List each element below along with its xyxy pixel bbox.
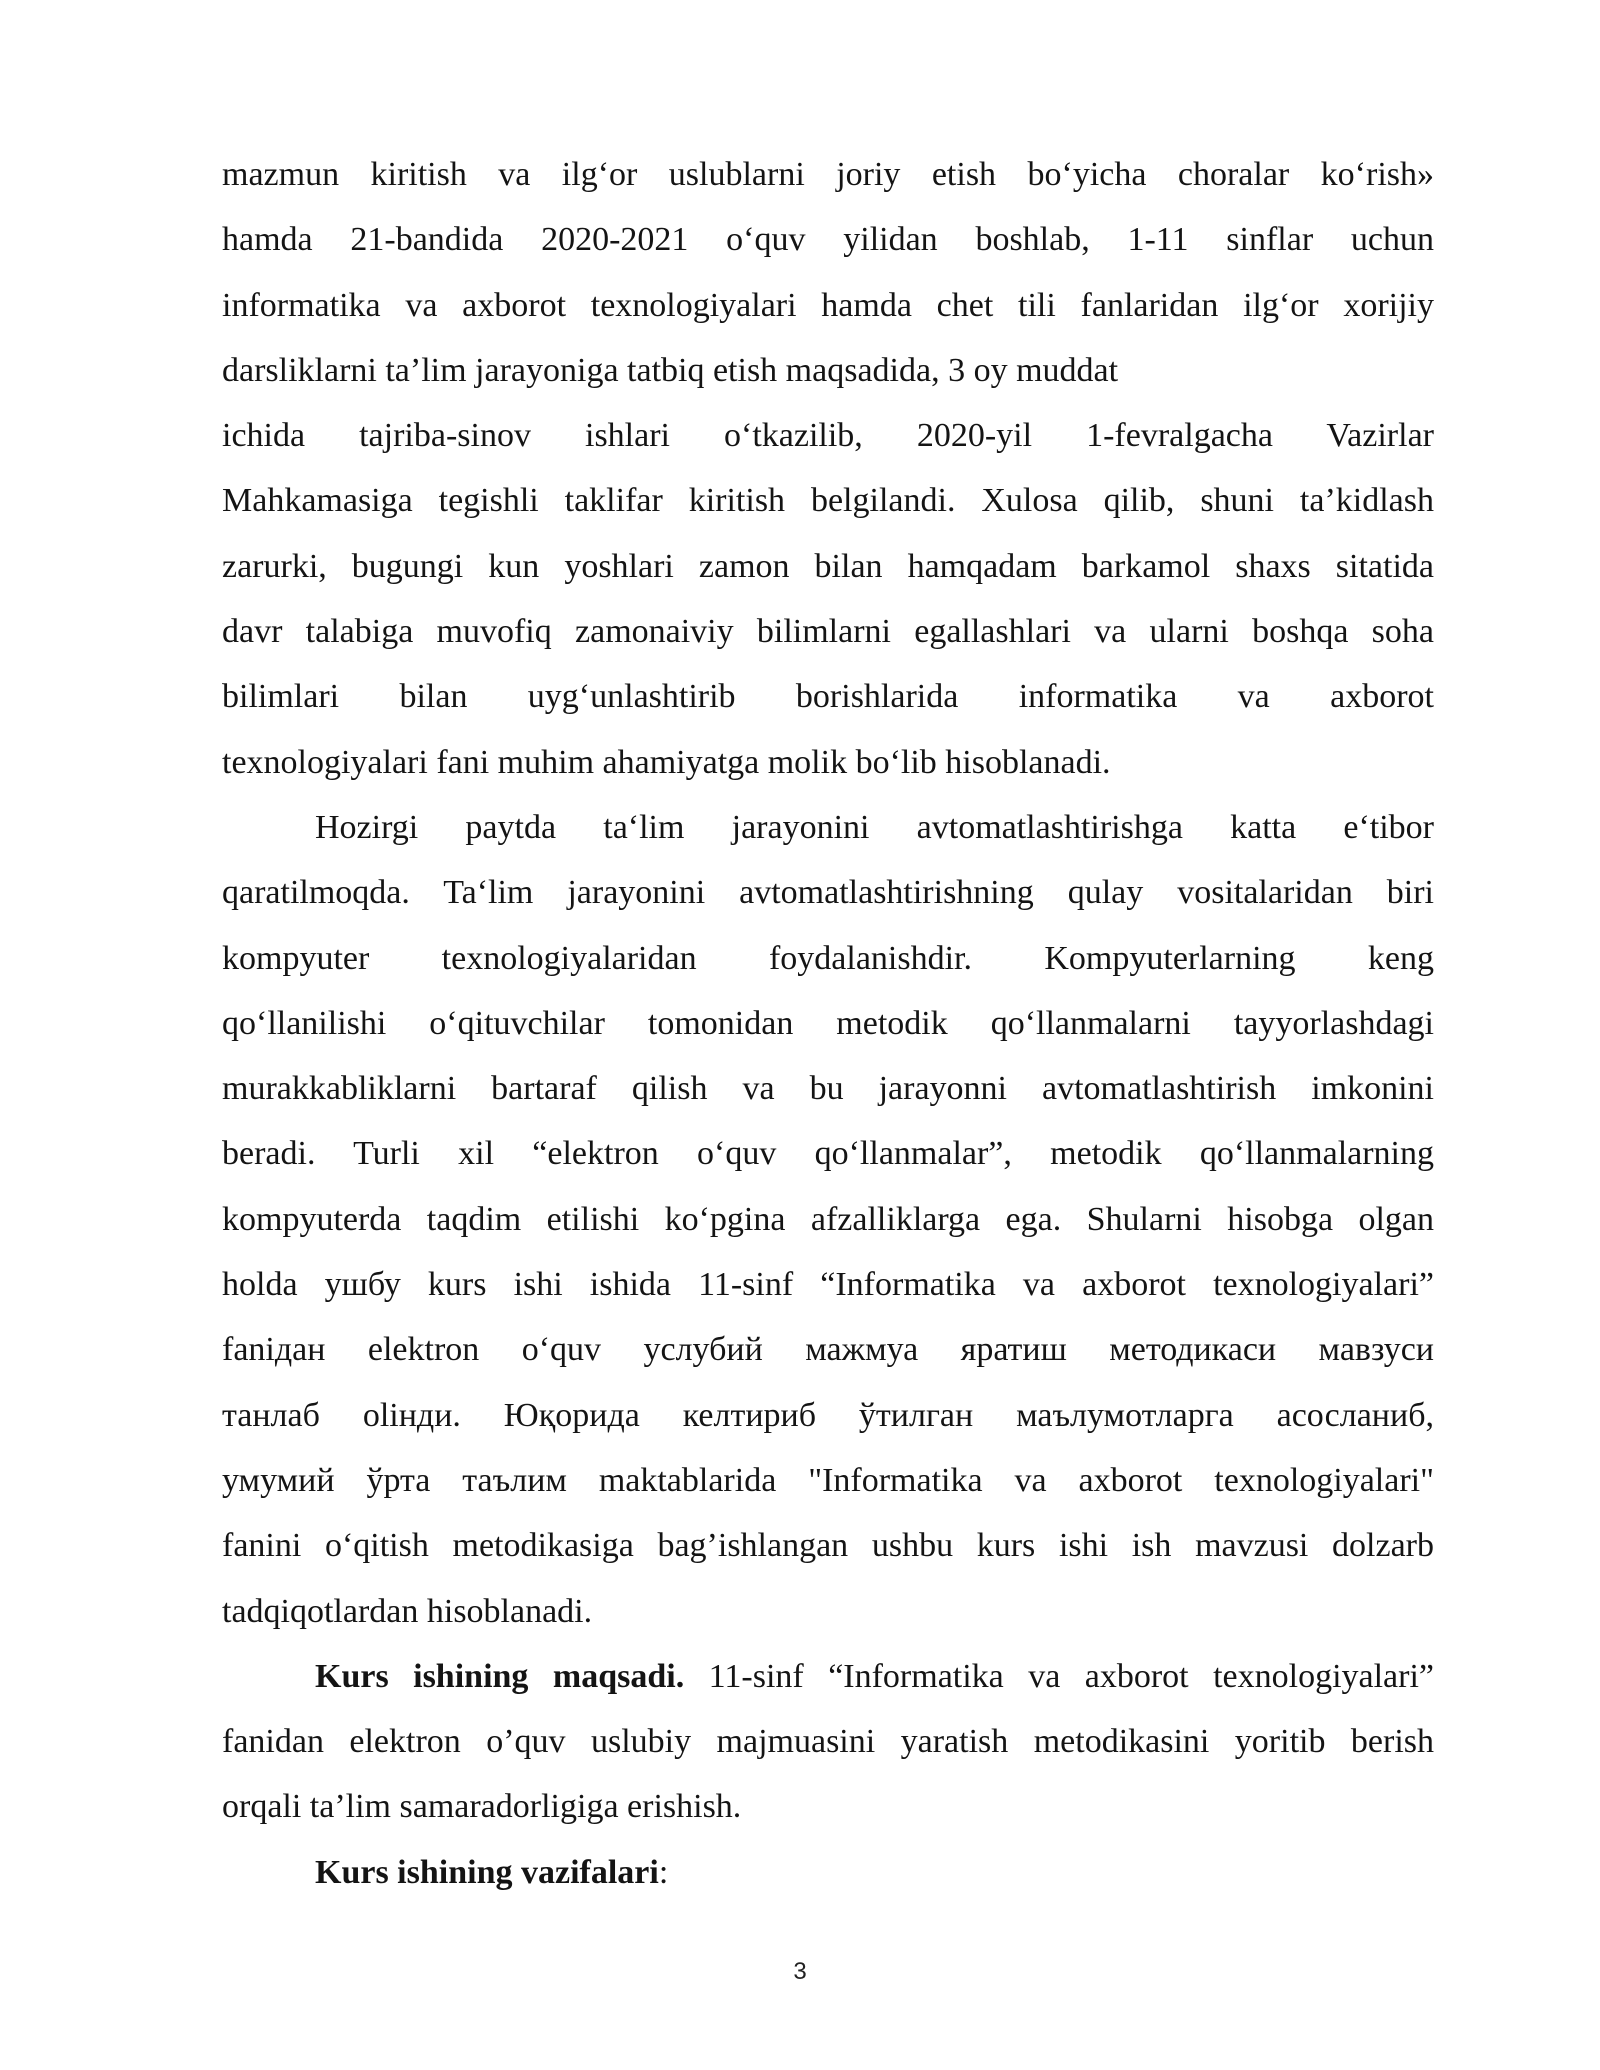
text-line: hamda 21-bandida 2020-2021 o‘quv yilidan boshlab, 1-11 sinflar uchun (222, 221, 1434, 259)
text-line: orqali ta’lim samaradorligiga erishish. (222, 1788, 742, 1826)
text-line: murakkabliklarni bartaraf qilish va bu jarayonni avtomatlashtirish imkonini (222, 1070, 1434, 1108)
text-line: tadqiqotlardan hisoblanadi. (222, 1592, 593, 1630)
text-line: davr talabiga muvofiq zamonaiviy bilimlarni egallashlari va ularni boshqa soha (222, 613, 1434, 651)
paragraph-goal (222, 1644, 1434, 1840)
paragraph-tasks (222, 1840, 1434, 1905)
text-line: kompyuter texnologiyalaridan foydalanishdir. Kompyuterlarning keng (222, 939, 1434, 977)
text-line: kompyuterda taqdim etilishi ko‘pgina afzalliklarga ega. Shularni hisobga olgan (222, 1200, 1434, 1238)
text-line: holda ушбу kurs ishi ishida 11-sinf “Informatika va axborot texnologiyalari” (222, 1266, 1434, 1304)
paragraph-decree-continuation (222, 142, 1434, 403)
document-page (222, 142, 1434, 1905)
text-line: mazmun kiritish va ilg‘or uslublarni joriy etish bo‘yicha choralar ko‘rish» (222, 156, 1434, 193)
text-line: beradi. Turli xil “elektron o‘quv qo‘llanmalar”, metodik qo‘llanmalarning (222, 1135, 1434, 1173)
goal-heading: Kurs ishining maqsadi. (315, 1657, 685, 1695)
text-line: танлаб olінди. Юқорида келтириб ўтилган маълумотларга асосланиб, (222, 1396, 1434, 1434)
text-line: fanідан elektron o‘quv услубий мажмуа яратиш методикаси мавзуси (222, 1331, 1434, 1369)
text-line: darsliklarni ta’lim jarayoniga tatbiq etish maqsadida, 3 oy muddat (222, 351, 1119, 389)
paragraph-relevance (222, 795, 1434, 1644)
text-line: qaratilmoqda. Ta‘lim jarayonini avtomatlashtirishning qulay vositalaridan biri (222, 874, 1434, 912)
paragraph-conclusion (222, 403, 1434, 795)
text-line: Hozirgi paytda ta‘lim jarayonini avtomatlashtirishga katta e‘tibor (315, 808, 1434, 846)
goal-text: 11-sinf “Informatika va axborot texnologiyalari” (684, 1657, 1435, 1695)
page-number: 3 (793, 1958, 807, 1985)
tasks-heading: Kurs ishining vazifalari (315, 1853, 659, 1891)
text-line: ichida tajriba-sinov ishlari o‘tkazilib, 2020-yil 1-fevralgacha Vazirlar (222, 417, 1434, 455)
text-line: bilimlari bilan uyg‘unlashtirib borishlarida informatika va axborot (222, 678, 1434, 716)
text-line (222, 1644, 1434, 1709)
text-line: zarurki, bugungi kun yoshlari zamon bilan hamqadam barkamol shaxs sitatida (222, 547, 1434, 585)
text-line: fanidan elektron o’quv uslubiy majmuasini yaratish metodikasini yoritib berish (222, 1723, 1434, 1761)
text-line: qo‘llanilishi o‘qituvchilar tomonidan metodik qo‘llanmalarni tayyorlashdagi (222, 1004, 1434, 1042)
text-line: Mahkamasiga tegishli taklifar kiritish belgilandi. Xulosa qilib, shuni ta’kidlash (222, 482, 1434, 520)
text-line: informatika va axborot texnologiyalari hamda chet tili fanlaridan ilg‘or xorijiy (222, 286, 1434, 324)
text-line: fanini o‘qitish metodikasiga bag’ishlangan ushbu kurs ishi ish mavzusi dolzarb (222, 1527, 1434, 1565)
text-line: умумий ўрта таълим maktablarida "Informatika va axborot texnologiyalari" (222, 1461, 1434, 1499)
text-line: texnologiyalari fani muhim ahamiyatga molik bo‘lib hisoblanadi. (222, 743, 1111, 781)
tasks-colon: : (658, 1853, 669, 1891)
